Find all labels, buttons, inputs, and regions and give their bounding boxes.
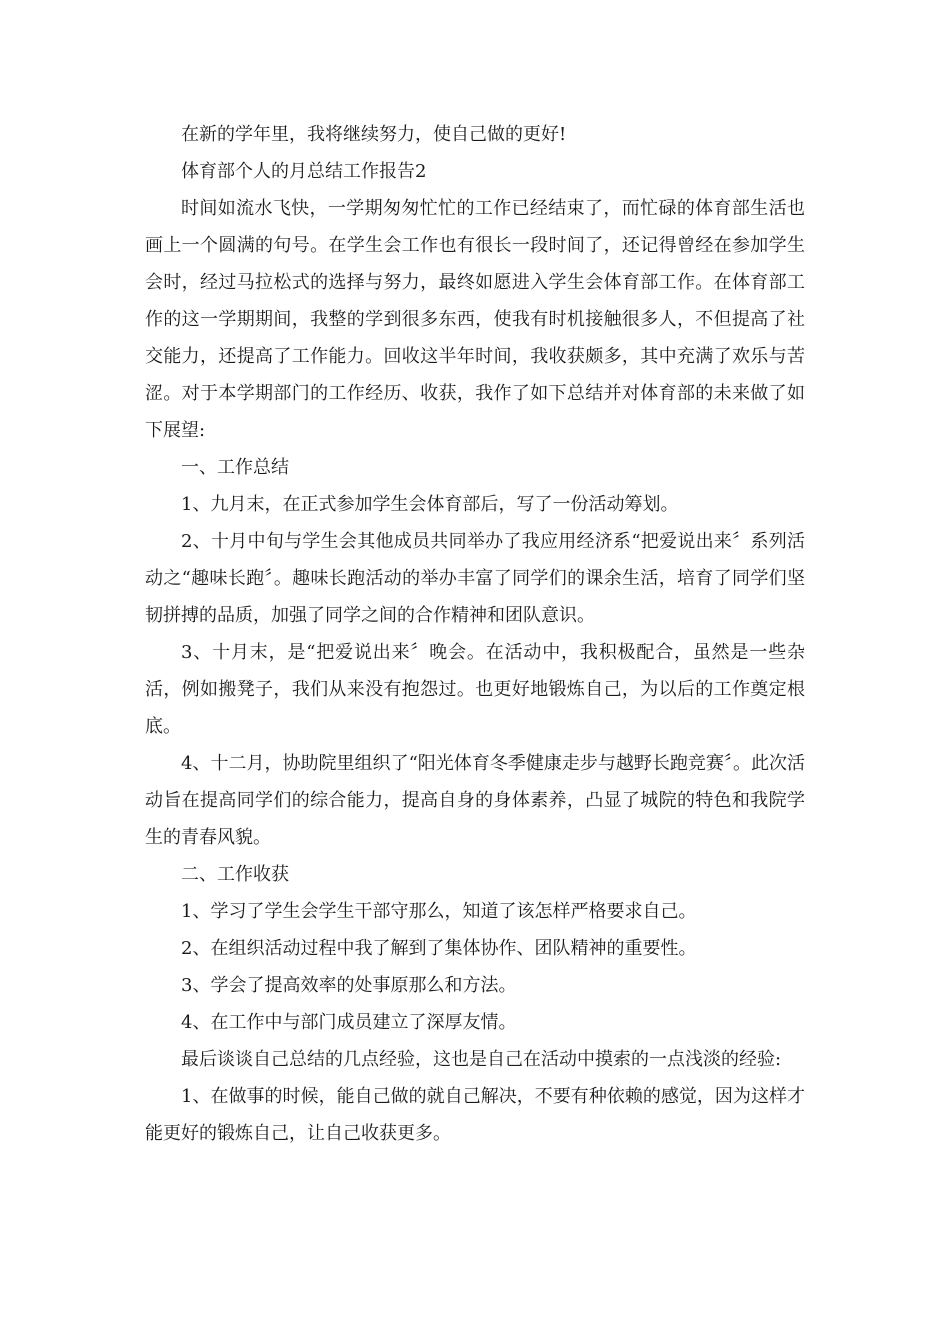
summary-item-1: 1、九月末，在正式参加学生会体育部后，写了一份活动筹划。 [181, 494, 679, 515]
intro-paragraph: 时间如流水飞快，一学期匆匆忙忙的工作已经结束了，而忙碌的体育部生活也画上一个圆满的句号。在学生会工作也有很长一段时间了，还记得曾经在参加学生会时，经过马拉松式的选择与努力，最终如愿进入学生会体育部工作。在体育部工作的这一学期期间，我整的学到很多东西，使我有时机接触很多人，不但提高了社交能力，还提高了工作能力。回收这半年时间，我收获颇多，其中充满了欢乐与苦涩。对于本学期部门的工作经历、收获，我作了如下总结并对体育部的未来做了如下展望: [145, 198, 805, 441]
report-title: 体育部个人的月总结工作报告2 [181, 161, 427, 182]
gain-item-2: 2、在组织活动过程中我了解到了集体协作、团队精神的重要性。 [181, 938, 697, 959]
experience-item-1: 1、在做事的时候，能自己做的就自己解决，不要有种依赖的感觉，因为这样才能更好的锻炼自己，让自己收获更多。 [145, 1086, 805, 1144]
gain-item-4: 4、在工作中与部门成员建立了深厚友情。 [181, 1012, 517, 1033]
gain-item-1: 1、学习了学生会学生干部守那么，知道了该怎样严格要求自己。 [181, 901, 697, 922]
closing-sentence: 在新的学年里，我将继续努力，使自己做的更好! [181, 124, 567, 145]
experience-intro: 最后谈谈自己总结的几点经验，这也是自己在活动中摸索的一点浅淡的经验: [181, 1049, 782, 1070]
summary-item-3: 3、十月末，是“把爱说出来〞晚会。在活动中，我积极配合，虽然是一些杂活，例如搬凳子，我们从来没有抱怨过。也更好地锻炼自己，为以后的工作奠定根底。 [145, 642, 805, 737]
document-page [145, 116, 805, 1152]
summary-item-4: 4、十二月，协助院里组织了“阳光体育冬季健康走步与越野长跑竞赛〞。此次活动旨在提高同学们的综合能力，提高自身的身体素养，凸显了城院的特色和我院学生的青春风貌。 [145, 753, 805, 848]
section-heading-work-gains: 二、工作收获 [181, 864, 289, 885]
summary-item-2: 2、十月中旬与学生会其他成员共同举办了我应用经济系“把爱说出来〞系列活动之“趣味长跑〞。趣味长跑活动的举办丰富了同学们的课余生活，培育了同学们坚韧拼搏的品质，加强了同学之间的合作精神和团队意识。 [145, 531, 805, 626]
gain-item-3: 3、学会了提高效率的处事原那么和方法。 [181, 975, 517, 996]
section-heading-work-summary: 一、工作总结 [181, 457, 289, 478]
